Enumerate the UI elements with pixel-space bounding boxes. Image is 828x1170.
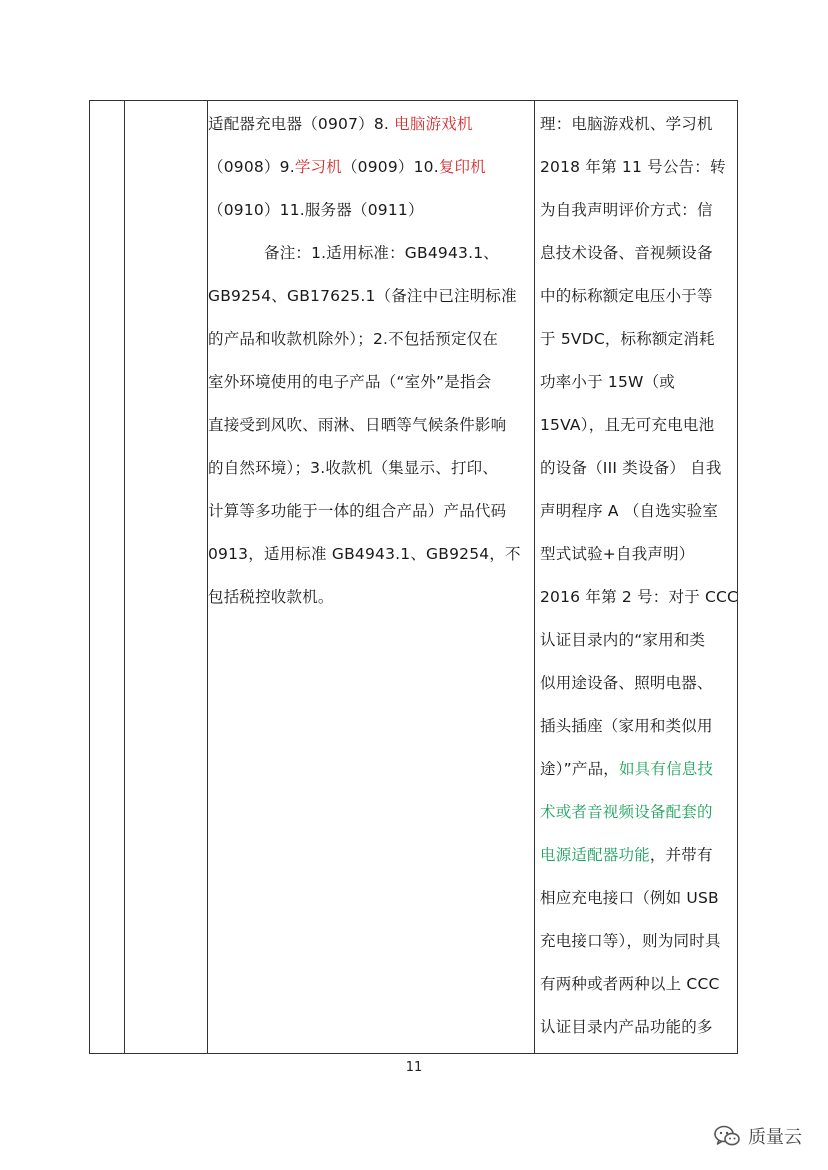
text-line: 于 5VDC，标称额定消耗 (540, 330, 715, 348)
highlight-text: 电源适配器功能 (540, 846, 650, 864)
text-line: 有两种或者两种以上 CCC (540, 975, 720, 993)
column-divider (534, 101, 535, 1053)
text-line: （0910）11.服务器（0911） (208, 201, 424, 219)
text-line: 15VA），且无可充电电池 (540, 416, 715, 434)
text-line: 计算等多功能于一体的组合产品）产品代码 (208, 502, 507, 520)
text-line (540, 834, 735, 877)
text-line (208, 146, 533, 189)
text-line: 认证目录内的“家用和类 (540, 631, 706, 649)
text-line: 理：电脑游戏机、学习机 (540, 115, 713, 133)
note-line: 备注：1.适用标准：GB4943.1、 (264, 244, 499, 262)
text-line: 认证目录内产品功能的多 (540, 1018, 713, 1036)
text-line: 室外环境使用的电子产品（“室外”是指会 (208, 373, 492, 391)
text-line: 型式试验+自我声明） (540, 545, 695, 563)
product-list-cell (208, 101, 533, 619)
text-line: 的自然环境）；3.收款机（集显示、打印、 (208, 459, 499, 477)
highlight-text: 电脑游戏机 (394, 115, 473, 133)
text-line: 的设备（III 类设备） 自我 (540, 459, 722, 477)
text-line: 声明程序 A （自选实验室 (540, 502, 719, 520)
text-line: 充电接口等），则为同时具 (540, 932, 721, 950)
text-line: 中的标称额定电压小于等 (540, 287, 713, 305)
text-line: 似用途设备、照明电器、 (540, 674, 713, 692)
document-table (89, 100, 738, 1054)
page-number: 11 (405, 1060, 423, 1075)
text-line: 为自我声明评价方式：信 (540, 201, 713, 219)
text-line: 插头插座（家用和类似用 (540, 717, 713, 735)
column-divider (124, 101, 125, 1053)
text-line: 直接受到风吹、雨淋、日晒等气候条件影响 (208, 416, 507, 434)
text-line: 功率小于 15W（或 (540, 373, 675, 391)
watermark-text: 质量云 (748, 1127, 802, 1148)
text-line: 2018 年第 11 号公告：转 (540, 158, 726, 176)
wechat-icon (714, 1125, 740, 1147)
text-span: ，并带有 (649, 846, 713, 864)
text-line: 相应充电接口（例如 USB (540, 889, 719, 907)
text-span: （0909）10. (341, 158, 439, 176)
text-span: 适配器充电器（0907）8. (208, 115, 395, 133)
text-line: 息技术设备、音视频设备 (540, 244, 713, 262)
watermark (714, 1123, 802, 1149)
highlight-text: 学习机 (294, 158, 342, 176)
text-line (540, 748, 735, 791)
highlight-text: 如具有信息技 (618, 760, 714, 778)
policy-notes-cell (540, 101, 739, 1049)
text-span: 途）”产品， (540, 760, 619, 778)
text-line: 0913，适用标准 GB4943.1、GB9254，不 (208, 545, 521, 563)
text-span: （0908）9. (208, 158, 295, 176)
text-line: 的产品和收款机除外）；2.不包括预定仅在 (208, 330, 499, 348)
text-line: 2016 年第 2 号：对于 CCC (540, 588, 739, 606)
highlight-line: 术或者音视频设备配套的 (540, 803, 713, 821)
text-line (208, 103, 533, 146)
text-line: GB9254、GB17625.1（备注中已注明标准 (208, 287, 517, 305)
text-line: 包括税控收款机。 (208, 588, 334, 606)
highlight-text: 复印机 (438, 158, 486, 176)
